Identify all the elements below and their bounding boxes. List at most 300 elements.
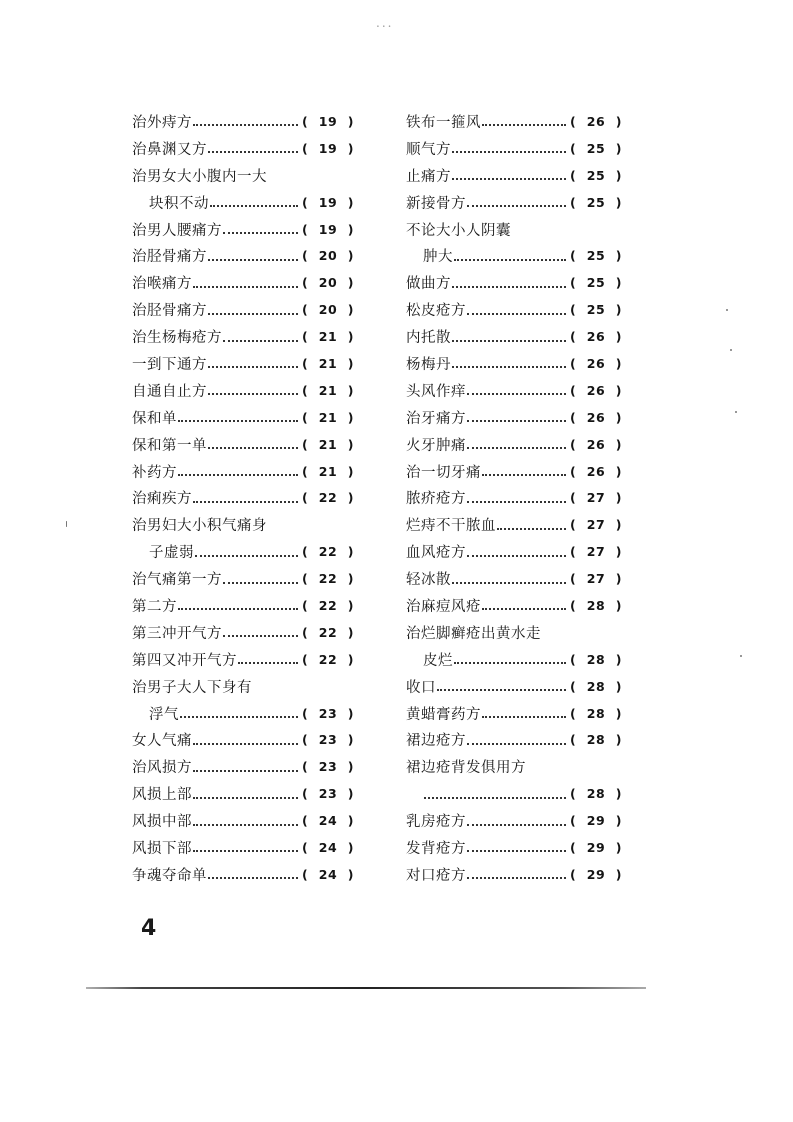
toc-entry-page bbox=[302, 248, 354, 263]
paren-open: ( bbox=[570, 113, 577, 129]
paren-open: ( bbox=[570, 140, 577, 156]
page-ref: 25 bbox=[586, 194, 606, 210]
dot-leader bbox=[193, 124, 298, 126]
toc-entry-page bbox=[302, 759, 354, 774]
toc-entry-page bbox=[570, 141, 622, 156]
toc-entry-title: 女人气痛 bbox=[132, 733, 192, 750]
toc-entry-page bbox=[302, 652, 354, 667]
toc-entry bbox=[132, 135, 354, 162]
page-ref: 23 bbox=[318, 732, 338, 748]
paren-close: ) bbox=[347, 839, 354, 855]
toc-entry bbox=[406, 538, 622, 565]
paren-close: ) bbox=[347, 597, 354, 613]
toc-entry bbox=[406, 162, 622, 189]
paren-open: ( bbox=[302, 355, 309, 371]
paren-close: ) bbox=[347, 624, 354, 640]
paren-open: ( bbox=[302, 329, 309, 345]
page-ref: 26 bbox=[586, 436, 606, 452]
toc-entry-title: 治男女大小腹内一大 bbox=[132, 168, 267, 185]
paren-open: ( bbox=[570, 597, 577, 613]
dot-leader bbox=[467, 555, 566, 557]
toc-entry-title: 第四又冲开气方 bbox=[132, 652, 237, 669]
paren-close: ) bbox=[347, 248, 354, 264]
page-ref: 25 bbox=[586, 140, 606, 156]
toc-entry bbox=[132, 511, 354, 538]
paren-open: ( bbox=[302, 221, 309, 237]
dot-leader bbox=[437, 689, 566, 691]
paren-open: ( bbox=[302, 786, 309, 802]
toc-entry-page bbox=[302, 598, 354, 613]
dot-leader bbox=[467, 313, 566, 315]
dot-leader bbox=[208, 259, 298, 261]
toc-entry-title: 治鼻渊又方 bbox=[132, 141, 207, 158]
dot-leader bbox=[193, 770, 298, 772]
toc-entry-page bbox=[570, 383, 622, 398]
dot-leader bbox=[452, 340, 566, 342]
scan-speck bbox=[726, 309, 728, 311]
page-ref: 23 bbox=[318, 786, 338, 802]
toc-entry-page bbox=[570, 464, 622, 479]
toc-entry bbox=[406, 269, 622, 296]
toc-entry-page bbox=[302, 383, 354, 398]
paren-close: ) bbox=[347, 866, 354, 882]
paren-open: ( bbox=[302, 140, 309, 156]
toc-entry bbox=[406, 726, 622, 753]
paren-open: ( bbox=[302, 113, 309, 129]
page-ref: 19 bbox=[318, 221, 338, 237]
toc-entry bbox=[132, 538, 354, 565]
toc-entry-page bbox=[302, 222, 354, 237]
page-ref: 19 bbox=[318, 113, 338, 129]
toc-entry-title: 保和第一单 bbox=[132, 437, 207, 454]
dot-leader bbox=[452, 178, 566, 180]
toc-entry bbox=[406, 700, 622, 727]
toc-entry-title: 治烂脚癣疮出黄水走 bbox=[406, 625, 541, 642]
toc-entry bbox=[132, 162, 354, 189]
toc-entry bbox=[132, 700, 354, 727]
paren-close: ) bbox=[615, 705, 622, 721]
toc-entry bbox=[406, 431, 622, 458]
dot-leader bbox=[193, 824, 298, 826]
paren-open: ( bbox=[570, 248, 577, 264]
paren-open: ( bbox=[570, 275, 577, 291]
toc-entry bbox=[132, 296, 354, 323]
page-ref: 24 bbox=[318, 813, 338, 829]
toc-entry-title: 治外痔方 bbox=[132, 114, 192, 131]
toc-entry-title: 第三冲开气方 bbox=[132, 625, 222, 642]
dot-leader bbox=[424, 797, 566, 799]
dot-leader bbox=[208, 313, 298, 315]
toc-entry bbox=[406, 404, 622, 431]
toc-entry-title: 治生杨梅疮方 bbox=[132, 330, 222, 347]
toc-entry bbox=[406, 108, 622, 135]
page-ref: 22 bbox=[318, 651, 338, 667]
toc-entry bbox=[406, 135, 622, 162]
toc-entry-title: 第二方 bbox=[132, 598, 177, 615]
toc-entry-title: 发背疮方 bbox=[406, 840, 466, 857]
toc-entry-page bbox=[570, 275, 622, 290]
toc-entry bbox=[406, 189, 622, 216]
paren-open: ( bbox=[302, 651, 309, 667]
paren-open: ( bbox=[570, 732, 577, 748]
toc-entry-page bbox=[570, 356, 622, 371]
page-ref: 24 bbox=[318, 866, 338, 882]
paren-close: ) bbox=[615, 382, 622, 398]
page-ref: 27 bbox=[586, 544, 606, 560]
toc-entry-page bbox=[570, 248, 622, 263]
paren-open: ( bbox=[302, 275, 309, 291]
dot-leader bbox=[467, 824, 566, 826]
toc-entry-page bbox=[570, 786, 622, 801]
paren-close: ) bbox=[615, 329, 622, 345]
toc-entry bbox=[132, 269, 354, 296]
toc-entry-page bbox=[302, 302, 354, 317]
page-number: 4 bbox=[141, 916, 157, 941]
paren-close: ) bbox=[615, 839, 622, 855]
paren-open: ( bbox=[302, 248, 309, 264]
toc-entry-page bbox=[570, 490, 622, 505]
toc-entry-title: 一到下通方 bbox=[132, 356, 207, 373]
paren-close: ) bbox=[347, 436, 354, 452]
toc-entry-page bbox=[570, 706, 622, 721]
dot-leader bbox=[208, 393, 298, 395]
paren-open: ( bbox=[302, 302, 309, 318]
toc-entry bbox=[406, 807, 622, 834]
bottom-rule bbox=[86, 987, 646, 989]
page-ref: 21 bbox=[318, 409, 338, 425]
toc-entry-title: 裙边疮方 bbox=[406, 733, 466, 750]
page-ref: 21 bbox=[318, 436, 338, 452]
paren-open: ( bbox=[570, 571, 577, 587]
toc-entry-page bbox=[302, 706, 354, 721]
page-ref: 21 bbox=[318, 463, 338, 479]
paren-close: ) bbox=[347, 705, 354, 721]
dot-leader bbox=[482, 124, 566, 126]
toc-entry-title: 治胫骨痛方 bbox=[132, 303, 207, 320]
page-ref: 22 bbox=[318, 571, 338, 587]
page-ref: 22 bbox=[318, 624, 338, 640]
paren-open: ( bbox=[302, 866, 309, 882]
toc-entry bbox=[406, 619, 622, 646]
toc-entry-title: 治男子大人下身有 bbox=[132, 679, 252, 696]
paren-close: ) bbox=[347, 329, 354, 345]
toc-entry-title: 止痛方 bbox=[406, 168, 451, 185]
paren-open: ( bbox=[302, 705, 309, 721]
page-ref: 22 bbox=[318, 544, 338, 560]
page-ref: 24 bbox=[318, 839, 338, 855]
toc-entry bbox=[132, 807, 354, 834]
page-ref: 20 bbox=[318, 248, 338, 264]
toc-entry-title: 皮烂 bbox=[423, 652, 453, 669]
toc-entry-page bbox=[570, 598, 622, 613]
paren-close: ) bbox=[615, 167, 622, 183]
paren-open: ( bbox=[570, 544, 577, 560]
dot-leader bbox=[454, 259, 566, 261]
paren-open: ( bbox=[570, 786, 577, 802]
paren-open: ( bbox=[302, 597, 309, 613]
toc-entry bbox=[132, 458, 354, 485]
toc-entry-title: 治男妇大小积气痛身 bbox=[132, 518, 267, 535]
paren-open: ( bbox=[570, 813, 577, 829]
toc-entry-title: 松皮疮方 bbox=[406, 303, 466, 320]
paren-close: ) bbox=[615, 490, 622, 506]
paren-close: ) bbox=[347, 382, 354, 398]
toc-entry bbox=[132, 484, 354, 511]
toc-entry-page bbox=[570, 410, 622, 425]
paren-close: ) bbox=[615, 866, 622, 882]
dot-leader bbox=[208, 151, 298, 153]
toc-entry bbox=[132, 673, 354, 700]
toc-entry-title: 治喉痛方 bbox=[132, 276, 192, 293]
toc-entry-page bbox=[302, 141, 354, 156]
paren-close: ) bbox=[615, 113, 622, 129]
page-ref: 28 bbox=[586, 705, 606, 721]
dot-leader bbox=[178, 474, 298, 476]
toc-entry-page bbox=[302, 490, 354, 505]
paren-open: ( bbox=[570, 490, 577, 506]
toc-entry-title: 收口 bbox=[406, 679, 436, 696]
paren-close: ) bbox=[347, 355, 354, 371]
toc-entry-title: 治一切牙痛 bbox=[406, 464, 481, 481]
dot-leader bbox=[452, 582, 566, 584]
paren-close: ) bbox=[615, 544, 622, 560]
dot-leader bbox=[497, 528, 566, 530]
paren-close: ) bbox=[615, 571, 622, 587]
top-dots: ... bbox=[376, 16, 394, 30]
paren-close: ) bbox=[615, 248, 622, 264]
page-ref: 20 bbox=[318, 275, 338, 291]
toc-entry-page bbox=[570, 302, 622, 317]
page-ref: 28 bbox=[586, 786, 606, 802]
toc-entry-title: 治男人腰痛方 bbox=[132, 222, 222, 239]
toc-entry-page bbox=[570, 679, 622, 694]
dot-leader bbox=[180, 716, 298, 718]
paren-open: ( bbox=[570, 651, 577, 667]
dot-leader bbox=[210, 205, 298, 207]
paren-open: ( bbox=[570, 436, 577, 452]
page-ref: 29 bbox=[586, 866, 606, 882]
dot-leader bbox=[467, 501, 566, 503]
toc-entry-title: 风损下部 bbox=[132, 840, 192, 857]
page-ref: 28 bbox=[586, 732, 606, 748]
toc-entry bbox=[132, 646, 354, 673]
toc-entry-page bbox=[570, 732, 622, 747]
toc-entry-page bbox=[302, 356, 354, 371]
paren-open: ( bbox=[570, 302, 577, 318]
toc-entry-title: 烂痔不干脓血 bbox=[406, 518, 496, 535]
toc-entry-page bbox=[302, 840, 354, 855]
toc-entry-page bbox=[302, 867, 354, 882]
page-ref: 26 bbox=[586, 113, 606, 129]
paren-open: ( bbox=[302, 624, 309, 640]
toc-entry-title: 新接骨方 bbox=[406, 195, 466, 212]
paren-open: ( bbox=[302, 194, 309, 210]
toc-entry bbox=[406, 296, 622, 323]
toc-entry-title: 轻冰散 bbox=[406, 572, 451, 589]
toc-entry-title: 乳房疮方 bbox=[406, 814, 466, 831]
toc-entry bbox=[406, 565, 622, 592]
toc-entry-title: 黄蜡膏药方 bbox=[406, 706, 481, 723]
toc-entry bbox=[132, 726, 354, 753]
toc-entry-page bbox=[302, 786, 354, 801]
page-ref: 20 bbox=[318, 302, 338, 318]
paren-open: ( bbox=[302, 813, 309, 829]
toc-entry-page bbox=[302, 813, 354, 828]
paren-open: ( bbox=[302, 436, 309, 452]
toc-entry-title: 治风损方 bbox=[132, 760, 192, 777]
page-ref: 26 bbox=[586, 382, 606, 398]
dot-leader bbox=[467, 393, 566, 395]
toc-entry bbox=[132, 780, 354, 807]
dot-leader bbox=[193, 743, 298, 745]
toc-entry-title: 内托散 bbox=[406, 330, 451, 347]
dot-leader bbox=[452, 366, 566, 368]
paren-close: ) bbox=[615, 678, 622, 694]
paren-open: ( bbox=[570, 167, 577, 183]
toc-entry-page bbox=[302, 625, 354, 640]
toc-entry-title: 做曲方 bbox=[406, 276, 451, 293]
scan-speck bbox=[66, 521, 67, 527]
paren-open: ( bbox=[302, 463, 309, 479]
scan-speck bbox=[735, 411, 737, 413]
page-ref: 25 bbox=[586, 275, 606, 291]
toc-entry-page bbox=[570, 652, 622, 667]
toc-entry-title: 浮气 bbox=[149, 706, 179, 723]
paren-close: ) bbox=[347, 140, 354, 156]
page-ref: 28 bbox=[586, 678, 606, 694]
toc-entry-page bbox=[302, 195, 354, 210]
toc-entry-page bbox=[570, 114, 622, 129]
paren-close: ) bbox=[347, 463, 354, 479]
paren-close: ) bbox=[347, 302, 354, 318]
toc-entry-title: 保和单 bbox=[132, 410, 177, 427]
paren-close: ) bbox=[347, 275, 354, 291]
paren-close: ) bbox=[347, 786, 354, 802]
page-ref: 26 bbox=[586, 409, 606, 425]
paren-open: ( bbox=[570, 382, 577, 398]
toc-entry bbox=[132, 592, 354, 619]
dot-leader bbox=[208, 366, 298, 368]
paren-open: ( bbox=[570, 705, 577, 721]
toc-entry-title: 肿大 bbox=[423, 249, 453, 266]
toc-entry-title: 杨梅丹 bbox=[406, 356, 451, 373]
toc-entry-page bbox=[302, 329, 354, 344]
toc-entry bbox=[406, 592, 622, 619]
toc-entry-title: 不论大小人阴囊 bbox=[406, 222, 511, 239]
paren-close: ) bbox=[347, 813, 354, 829]
paren-close: ) bbox=[615, 597, 622, 613]
toc-entry bbox=[132, 861, 354, 888]
page-ref: 28 bbox=[586, 597, 606, 613]
dot-leader bbox=[238, 662, 298, 664]
dot-leader bbox=[467, 877, 566, 879]
dot-leader bbox=[178, 608, 298, 610]
toc-entry-title: 治麻痘风疮 bbox=[406, 598, 481, 615]
toc-entry-title: 风损中部 bbox=[132, 814, 192, 831]
toc-entry-title: 对口疮方 bbox=[406, 867, 466, 884]
toc-entry-title: 铁布一箍风 bbox=[406, 114, 481, 131]
paren-open: ( bbox=[570, 839, 577, 855]
toc-entry-title: 治气痛第一方 bbox=[132, 572, 222, 589]
paren-close: ) bbox=[615, 302, 622, 318]
page-ref: 25 bbox=[586, 302, 606, 318]
page-ref: 28 bbox=[586, 651, 606, 667]
paren-close: ) bbox=[347, 490, 354, 506]
toc-entry-title: 块积不动 bbox=[149, 195, 209, 212]
dot-leader bbox=[195, 555, 298, 557]
toc-entry bbox=[406, 323, 622, 350]
dot-leader bbox=[208, 447, 298, 449]
paren-open: ( bbox=[302, 571, 309, 587]
toc-entry bbox=[132, 108, 354, 135]
toc-entry bbox=[406, 350, 622, 377]
toc-entry-title: 脓疥疮方 bbox=[406, 491, 466, 508]
paren-close: ) bbox=[347, 732, 354, 748]
page-ref: 23 bbox=[318, 759, 338, 775]
paren-close: ) bbox=[347, 194, 354, 210]
toc-entry bbox=[406, 458, 622, 485]
toc-entry bbox=[406, 242, 622, 269]
toc-entry bbox=[132, 242, 354, 269]
toc-entry bbox=[132, 404, 354, 431]
toc-entry bbox=[406, 834, 622, 861]
paren-open: ( bbox=[302, 732, 309, 748]
dot-leader bbox=[223, 635, 298, 637]
paren-open: ( bbox=[570, 409, 577, 425]
toc-entry-title: 裙边疮背发俱用方 bbox=[406, 760, 526, 777]
toc-entry-page bbox=[570, 840, 622, 855]
dot-leader bbox=[467, 850, 566, 852]
toc-entry bbox=[132, 323, 354, 350]
toc-entry bbox=[406, 780, 622, 807]
toc-entry-page bbox=[302, 275, 354, 290]
dot-leader bbox=[223, 582, 298, 584]
paren-close: ) bbox=[615, 355, 622, 371]
dot-leader bbox=[454, 662, 566, 664]
dot-leader bbox=[467, 420, 566, 422]
toc-entry bbox=[132, 377, 354, 404]
page-ref: 19 bbox=[318, 140, 338, 156]
page-ref: 25 bbox=[586, 167, 606, 183]
paren-open: ( bbox=[570, 194, 577, 210]
toc-entry-page bbox=[570, 329, 622, 344]
paren-open: ( bbox=[570, 517, 577, 533]
page-ref: 29 bbox=[586, 813, 606, 829]
paren-close: ) bbox=[615, 651, 622, 667]
toc-entry bbox=[406, 646, 622, 673]
toc-entry-page bbox=[302, 571, 354, 586]
page-ref: 29 bbox=[586, 839, 606, 855]
toc-entry-page bbox=[302, 464, 354, 479]
dot-leader bbox=[208, 877, 298, 879]
toc-entry-title: 风损上部 bbox=[132, 787, 192, 804]
dot-leader bbox=[193, 286, 298, 288]
paren-open: ( bbox=[570, 355, 577, 371]
dot-leader bbox=[452, 286, 566, 288]
page-ref: 21 bbox=[318, 382, 338, 398]
paren-close: ) bbox=[347, 651, 354, 667]
dot-leader bbox=[467, 205, 566, 207]
paren-close: ) bbox=[615, 813, 622, 829]
paren-close: ) bbox=[615, 732, 622, 748]
page-ref: 23 bbox=[318, 705, 338, 721]
scan-speck bbox=[740, 655, 742, 657]
dot-leader bbox=[193, 850, 298, 852]
toc-entry-page bbox=[570, 168, 622, 183]
paren-open: ( bbox=[302, 409, 309, 425]
toc-entry bbox=[406, 484, 622, 511]
paren-close: ) bbox=[347, 113, 354, 129]
